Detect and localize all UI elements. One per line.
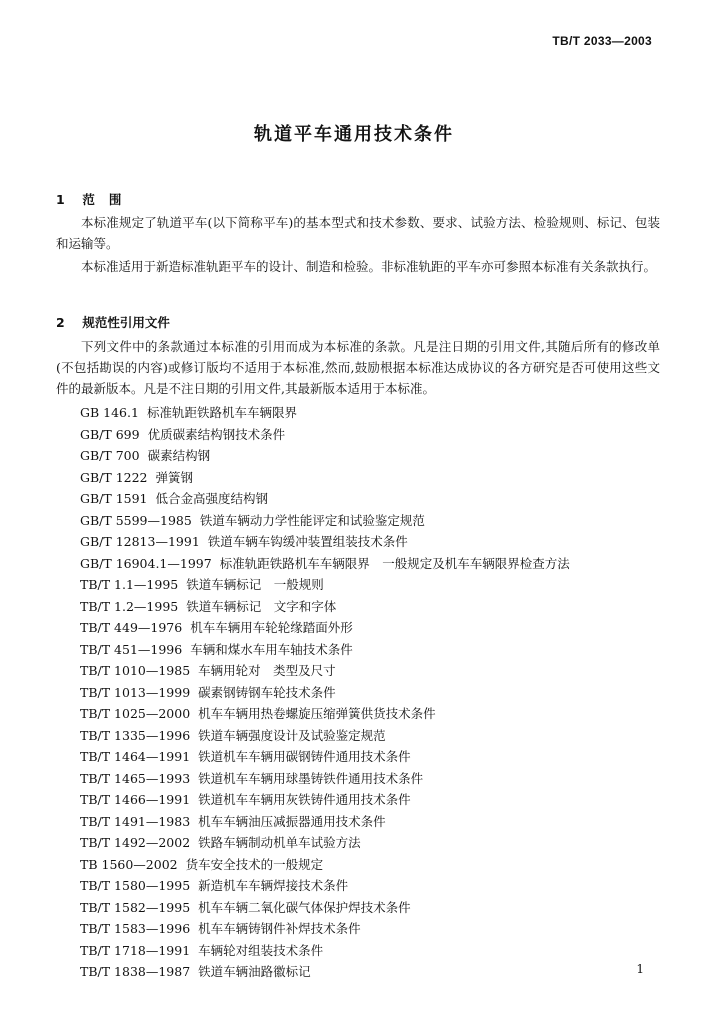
section-1-paragraph-2: 本标准适用于新造标准轨距平车的设计、制造和检验。非标准轨距的平车亦可参照本标准有关条款执行。 [81,259,657,274]
reference-item [80,854,570,876]
reference-title: 优质碳素结构钢技术条件 [147,426,286,442]
reference-code: TB/T 1491—1983 [80,813,191,829]
reference-code: TB/T 1583—1996 [80,921,191,936]
reference-code: GB/T 699 [80,426,140,442]
reference-code: TB/T 1465—1993 [80,770,191,786]
reference-title: 机车车辆二氧化碳气体保护焊技术条件 [198,899,411,915]
reference-code: TB/T 451—1996 [80,641,183,657]
reference-code: GB/T 1222 [80,469,148,485]
reference-title: 机车车辆用车轮轮缘踏面外形 [190,620,353,635]
section-2-heading [56,313,170,331]
reference-item [80,768,570,790]
reference-title: 货车安全技术的一般规定 [185,856,324,872]
reference-item [80,445,570,467]
reference-code: GB/T 1591 [80,491,148,506]
reference-item [80,875,570,897]
reference-code: GB/T 16904.1—1997 [80,555,212,571]
reference-code: TB/T 1492—2002 [80,835,191,850]
reference-code: TB/T 1466—1991 [80,792,191,807]
reference-item [80,467,570,489]
reference-title: 铁道机车车辆用球墨铸铁件通用技术条件 [198,770,424,786]
reference-title: 铁道车辆标记 一般规则 [186,577,324,592]
reference-code: TB/T 449—1976 [80,620,183,635]
reference-code: TB/T 1582—1995 [80,899,191,915]
reference-code: TB/T 1580—1995 [80,878,191,893]
reference-title: 新造机车车辆焊接技术条件 [198,878,349,893]
reference-item [80,617,570,639]
reference-title: 车辆和煤水车用车轴技术条件 [190,641,353,657]
reference-code: TB/T 1464—1991 [80,749,191,764]
reference-title: 标准轨距铁路机车车辆限界 [146,405,297,420]
reference-code: TB/T 1838—1987 [80,964,191,979]
reference-title: 铁道机车车辆用灰铁铸件通用技术条件 [198,792,411,807]
reference-item [80,574,570,596]
reference-item [80,639,570,661]
section-1-heading [56,190,135,208]
reference-title: 弹簧钢 [155,469,194,485]
reference-code: GB 146.1 [80,405,139,420]
section-2-paragraph-1: 下列文件中的条款通过本标准的引用而成为本标准的条款。凡是注日期的引用文件,其随后所有的修改单(不包括勘误的内容)或修订版均不适用于本标准,然而,鼓励根据本标准达成协议的各方研究是否可使用这些文件的最新版本。凡是不注日期的引用文件,其最新版本适用于本标准。 [56,339,660,396]
reference-title: 机车车辆用热卷螺旋压缩弹簧供货技术条件 [198,706,436,721]
reference-title: 机车车辆油压减振器通用技术条件 [198,813,386,829]
reference-title: 铁路车辆制动机单车试验方法 [198,835,361,850]
section-1-paragraph-1: 本标准规定了轨道平车(以下简称平车)的基本型式和技术参数、要求、试验方法、检验规则、标记、包装和运输等。 [56,215,660,251]
reference-item [80,832,570,854]
page-number: 1 [636,962,644,976]
standard-code: TB/T 2033—2003 [552,34,652,48]
reference-code: GB/T 5599—1985 [80,512,192,528]
reference-title: 车辆用轮对 类型及尺寸 [198,663,336,678]
reference-code: TB/T 1335—1996 [80,727,191,743]
reference-title: 标准轨距铁路机车车辆限界 一般规定及机车车辆限界检查方法 [219,555,570,571]
reference-code: TB/T 1010—1985 [80,663,191,678]
reference-item [80,703,570,725]
reference-item [80,811,570,833]
page-title: 轨道平车通用技术条件 [254,124,454,145]
reference-item [80,488,570,510]
reference-code: TB/T 1718—1991 [80,942,191,958]
reference-title: 铁道车辆油路徽标记 [198,964,311,979]
reference-item [80,746,570,768]
reference-item [80,510,570,532]
reference-title: 碳素结构钢 [147,448,211,463]
reference-item [80,918,570,940]
reference-code: TB/T 1.2—1995 [80,598,179,614]
reference-item [80,553,570,575]
reference-item [80,660,570,682]
reference-title: 铁道机车车辆用碳钢铸件通用技术条件 [198,749,411,764]
reference-title: 机车车辆铸钢件补焊技术条件 [198,921,361,936]
reference-title: 铁道车辆标记 文字和字体 [186,598,337,614]
reference-title: 碳素钢铸钢车轮技术条件 [198,684,336,700]
reference-list [80,402,570,983]
reference-item [80,424,570,446]
reference-code: TB/T 1025—2000 [80,706,191,721]
reference-item [80,940,570,962]
reference-title: 车辆轮对组装技术条件 [198,942,324,958]
reference-item [80,531,570,553]
reference-item [80,402,570,424]
reference-code: TB/T 1013—1999 [80,684,191,700]
reference-title: 铁道车辆车钩缓冲装置组装技术条件 [207,534,408,549]
reference-item [80,897,570,919]
reference-code: TB/T 1.1—1995 [80,577,179,592]
reference-title: 铁道车辆强度设计及试验鉴定规范 [198,727,386,743]
reference-item [80,961,570,983]
section-1-number: 1 [56,192,65,207]
section-2-number: 2 [56,315,65,330]
reference-item [80,789,570,811]
reference-item [80,596,570,618]
reference-code: GB/T 700 [80,448,140,463]
reference-code: TB 1560—2002 [80,856,178,872]
reference-code: GB/T 12813—1991 [80,534,200,549]
reference-title: 低合金高强度结构钢 [155,491,269,506]
section-2-title: 规范性引用文件 [82,315,170,330]
reference-item [80,682,570,704]
reference-title: 铁道车辆动力学性能评定和试验鉴定规范 [199,512,425,528]
section-1-title: 范围 [82,192,136,207]
reference-item [80,725,570,747]
